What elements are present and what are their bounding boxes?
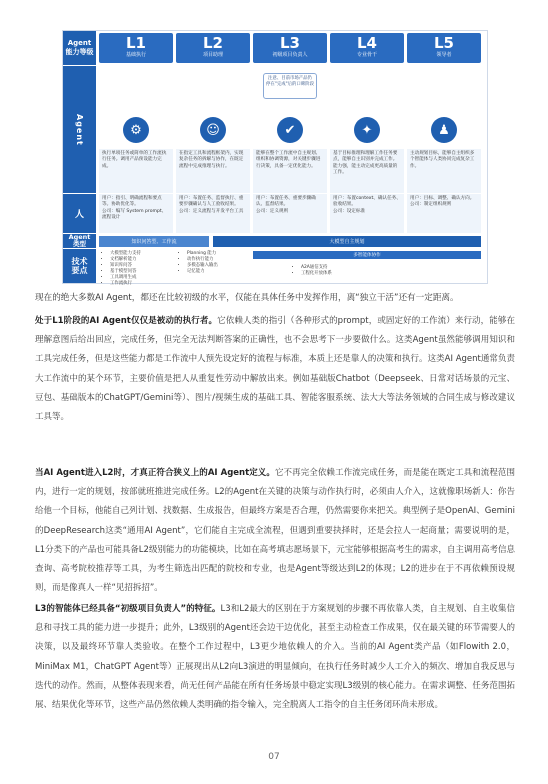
row-label-type: Agent 类型 bbox=[63, 234, 96, 248]
paragraph-l1 bbox=[35, 312, 515, 427]
paragraph-l2 bbox=[35, 464, 515, 598]
l3-icon-box bbox=[253, 111, 327, 149]
org-chart-icon: ♟ bbox=[431, 117, 457, 143]
l1-icon-box bbox=[99, 111, 173, 149]
level-code: L4 bbox=[357, 34, 377, 52]
level-name: 初级项目负责人 bbox=[272, 52, 308, 58]
l2-icon-box bbox=[176, 111, 250, 149]
figure-caption: 现在的绝大多数AI Agent，都还在比较初级的水平，仅能在具体任务中发挥作用，离“独立干活”还有一定距离。 bbox=[35, 293, 459, 303]
l4-person: 用户：布置context、确认任务、验收结果。 公司：设定标准 bbox=[330, 194, 404, 233]
tech-bar-multi-agent: 多智能体协作 bbox=[253, 251, 481, 259]
paragraph-l3 bbox=[35, 600, 515, 715]
l2-person: 用户：布置任务、监督执行、重要步骤确认与人工验收结果。 公司：定义流程与开发平台工具 bbox=[176, 194, 250, 233]
list-item: • 工作流执行 bbox=[110, 281, 170, 287]
l2-agent-desc: 在指定工具和流程框架内，实现复杂任务的拆解与协作，在既定流程中完成推理与执行。 bbox=[176, 149, 250, 193]
level-header-l3 bbox=[253, 33, 327, 63]
l4-agent-desc: 基于目标推理和理解工作任务要点，能够自主识别并完成工作。能力强，能主动完成更高质量的工作。 bbox=[330, 149, 404, 193]
gear-icon: ⚙ bbox=[123, 117, 149, 143]
paragraph-lead: 当AI Agent进入L2时，才真正符合狭义上的AI Agent定义。 bbox=[35, 468, 275, 478]
list-item: • 文档解析能力 bbox=[110, 257, 170, 263]
l1-tech-list bbox=[99, 250, 173, 286]
level-header-l2 bbox=[176, 33, 250, 63]
list-item: • 工具调用生成 bbox=[110, 275, 170, 281]
l2-tech-list bbox=[176, 250, 250, 282]
l5-icon-box bbox=[407, 111, 481, 149]
l1-agent-desc: 执行单项任务或简单的工作流执行任务。调用产品预设能力完成。 bbox=[99, 149, 173, 193]
level-header-l5 bbox=[407, 33, 481, 63]
level-code: L3 bbox=[280, 34, 300, 52]
type-bar-autonomous: 大模型自主规划 bbox=[213, 236, 481, 247]
level-header-l1 bbox=[99, 33, 173, 63]
level-code: L1 bbox=[126, 34, 146, 52]
l3-tech-list bbox=[293, 265, 433, 277]
row-label-agent: Agent bbox=[63, 66, 96, 193]
l1-person: 用户：指引、明确流程和要点等。协助优化等。 公司：编写 System prompt、流程设计 bbox=[99, 194, 173, 233]
l4-icon-box bbox=[330, 111, 404, 149]
level-name: 领导者 bbox=[436, 52, 452, 58]
l3-note-bubble: 注意、目前市场产品仍停在"完成"后的口碑阶段 bbox=[263, 73, 317, 99]
row-label-person: 人 bbox=[63, 194, 96, 233]
type-bar-workflow: 知识问答型、工作流 bbox=[99, 236, 209, 247]
list-item: • A2A通信支持 bbox=[301, 265, 433, 271]
team-icon: ☺ bbox=[200, 117, 226, 143]
paragraph-body: 它依赖人类的指引（各种形式的prompt，或固定好的工作流）来行动，能够在理解意图后给出回应，完成任务，但完全无法判断答案的正确性，也不会思考下一步要做什么。这类Agent虽然能够调用知识和工具完成任务，但是这些能力都是工作流中人预先设定好的流程与标准，本质上还是靠人的决策和执行。这类AI Agent通常负责大工作流中的某个环节，主要价值是把人从重复性劳动中解放出来。例如基础版Chatbot（Deepseek、日常对话场景的元宝、豆包、基础版本的ChatGPT/Gemini等）、图片/视频生成的基础工具、智能客服系统、法大大等法务领域的合同生成与修改建议工具等。 bbox=[35, 316, 516, 423]
row-label-tech: 技术 要点 bbox=[63, 249, 96, 283]
paragraph-body: 它不再完全依赖工作流完成任务，而是能在既定工具和流程范围内，进行一定的规划，按部就班推进完成任务。L2的Agent在关键的决策与动作执行时，必须由人介入，这就像职场新人：你告给他一个目标，他能自己列计划、找数据、生成报告，但最终方案是否合理，仍然需要你来把关。典型例子是OpenAI、Gemini的DeepResearch这类“通用AI Agent”，它们能自主完成全流程，但遇到重要抉择时，还是会拉人一起商量；需要说明的是，L1分类下的产品也可能具备L2级别能力的功能模块，比如在高考填志愿场景下，元宝能够根据高考生的需求，自主调用高考信息查询、高考院校推荐等工具，为考生筛选出匹配的院校和专业，也是Agent等级达到L2的体现；L2的进步在于不再依赖预设规则，而是像真人一样“见招拆招”。 bbox=[35, 468, 515, 594]
paragraph-lead: 处于L1阶段的AI Agent仅仅是被动的执行者。 bbox=[35, 316, 218, 326]
level-code: L2 bbox=[203, 34, 223, 52]
list-item: • 动作执行能力 bbox=[187, 257, 247, 263]
list-item: • 大模型能力支持 bbox=[110, 251, 170, 257]
list-item: • 记忆能力 bbox=[187, 269, 247, 275]
check-person-icon: ✔ bbox=[277, 117, 303, 143]
paragraph-lead: L3的智能体已经具备“初级项目负责人”的特征。 bbox=[35, 604, 221, 614]
level-code: L5 bbox=[434, 34, 454, 52]
level-name: 项目助理 bbox=[202, 52, 223, 58]
list-item: • Planning 能力 bbox=[187, 251, 247, 257]
list-item: • 多模态输入输出 bbox=[187, 263, 247, 269]
lightbulb-icon: ✦ bbox=[354, 117, 380, 143]
page-number: 07 bbox=[268, 752, 280, 762]
l5-person: 用户：目标、调整、确认方向。 公司：制定组织规则 bbox=[407, 194, 481, 233]
l3-agent-desc: 能够在整个工作流中自主规划、组织和协调资源，对关键步骤进行决策，具备一定优化能力。 bbox=[253, 149, 327, 193]
level-name: 基础执行 bbox=[125, 52, 146, 58]
list-item: • 工程化开放体系 bbox=[301, 271, 433, 277]
level-header-l4 bbox=[330, 33, 404, 63]
list-item: • 知识库问答 bbox=[110, 263, 170, 269]
level-name: 专业骨干 bbox=[356, 52, 377, 58]
row-label-grade: Agent 能力等级 bbox=[63, 31, 96, 65]
l5-agent-desc: 主动规划目标，能够自主组织多个智能体与人类协同完成复杂工作。 bbox=[407, 149, 481, 193]
agent-level-figure bbox=[62, 30, 488, 284]
list-item: • 基于模型问答 bbox=[110, 269, 170, 275]
l3-person: 用户：布置任务、重要步骤确认、监督结果。 公司：定义规则 bbox=[253, 194, 327, 233]
paragraph-body: L3和L2最大的区别在于方案规划的步骤不再依靠人类，自主规划、自主收集信息和寻找工具的能力进一步提升；此外，L3级别的Agent还会边干边优化，甚至主动检查工作成果，仅在最关键的环节需要人的决策，以及最终环节靠人类验收。在整个工作过程中，L3更少地依赖人的介入。当前的AI Agent类产品（如Flowith 2.0，MiniMax M1，ChatGPT Agent等）正展现出从L2向L3演进的明显倾向，在执行任务时减少人工介入的频次、增加自我反思与迭代的动作。然而，从整体表现来看，尚无任何产品能在所有任务场景中稳定实现L3级别的核心能力。在需求调整、任务范围拓展、结果优化等环节，这些产品仍然依赖人类明确的指令输入，完全脱离人工指令的自主任务闭环尚未形成。 bbox=[35, 604, 515, 711]
